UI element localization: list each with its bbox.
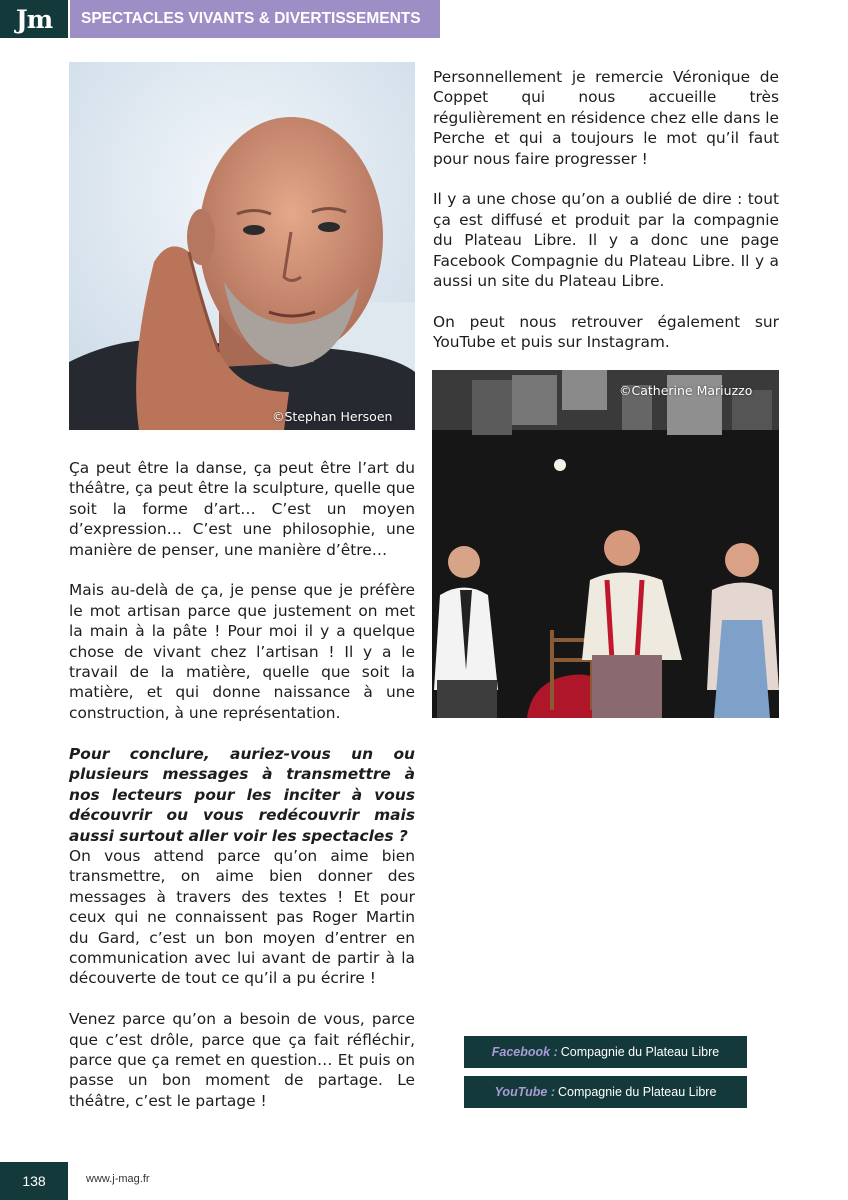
- stage-photo: [432, 370, 779, 718]
- left-column-text: [69, 458, 415, 723]
- youtube-link[interactable]: [464, 1076, 747, 1108]
- facebook-value: Compagnie du Plateau Libre: [560, 1045, 720, 1059]
- youtube-label: YouTube :: [494, 1085, 555, 1099]
- paragraph: On vous attend parce qu’on aime bien transmettre, on aime bien donner des messages à travers des textes ! Et pour ceux qui ne connaissent pas Roger Martin du Gard, c’est un bon moyen d’entrer en communication avec lui avant de partir à la découverte de tout ce qu’il a pu écrire !: [69, 847, 415, 988]
- paragraph: Ça peut être la danse, ça peut être l’art du théâtre, ça peut être la sculpture, quelle que soit la forme d’art… C’est un moyen d’expression… C’est une philosophie, une manière de penser, une manière d’être…: [69, 459, 415, 559]
- closing-section: [69, 744, 415, 1111]
- youtube-value: Compagnie du Plateau Libre: [557, 1085, 717, 1099]
- portrait-credit: ©Stephan Hersoen: [272, 409, 393, 424]
- magazine-logo: Jm: [0, 0, 68, 38]
- paragraph: Venez parce qu’on a besoin de vous, parce que c’est drôle, parce que ça fait réfléchir, parce que ça remet en question… Et puis on passe un bon moment de partage. Le théâtre, c’est le partage !: [69, 1010, 415, 1110]
- paragraph: Personnellement je remercie Véronique de Coppet qui nous accueille très régulièrement en résidence chez elle dans le Perche et qui a toujours le mot qu’il faut pour nous faire progresser !: [433, 68, 779, 168]
- stage-credit: ©Catherine Mariuzzo: [619, 383, 753, 398]
- paragraph: Il y a une chose qu’on a oublié de dire : tout ça est diffusé et produit par la compagnie du Plateau Libre. Il y a donc une page Facebook Compagnie du Plateau Libre. Il y a aussi un site du Plateau Libre.: [433, 190, 779, 291]
- paragraph: Mais au-delà de ça, je pense que je préfère le mot artisan parce que justement on met la main à la pâte ! Pour moi il y a quelque chose de vivant chez l’artisan ! Il y a le travail de la matière, quelle que soit la matière, et qui donne naissance à une construction, à une représentation.: [69, 581, 415, 722]
- interview-question: Pour conclure, auriez-vous un ou plusieurs messages à transmettre à nos lecteurs pour les inciter à vous découvrir ou vous redécouvrir mais aussi surtout aller voir les spectacles ?: [69, 745, 415, 845]
- section-title: SPECTACLES VIVANTS & DIVERTISSEMENTS: [70, 0, 440, 38]
- facebook-label: Facebook :: [491, 1045, 558, 1059]
- facebook-link[interactable]: [464, 1036, 747, 1068]
- paragraph: On peut nous retrouver également sur YouTube et puis sur Instagram.: [433, 312, 779, 352]
- portrait-photo: [69, 62, 415, 430]
- right-column-text: [433, 67, 779, 353]
- page-number: 138: [0, 1162, 68, 1200]
- footer-url[interactable]: www.j-mag.fr: [86, 1173, 150, 1185]
